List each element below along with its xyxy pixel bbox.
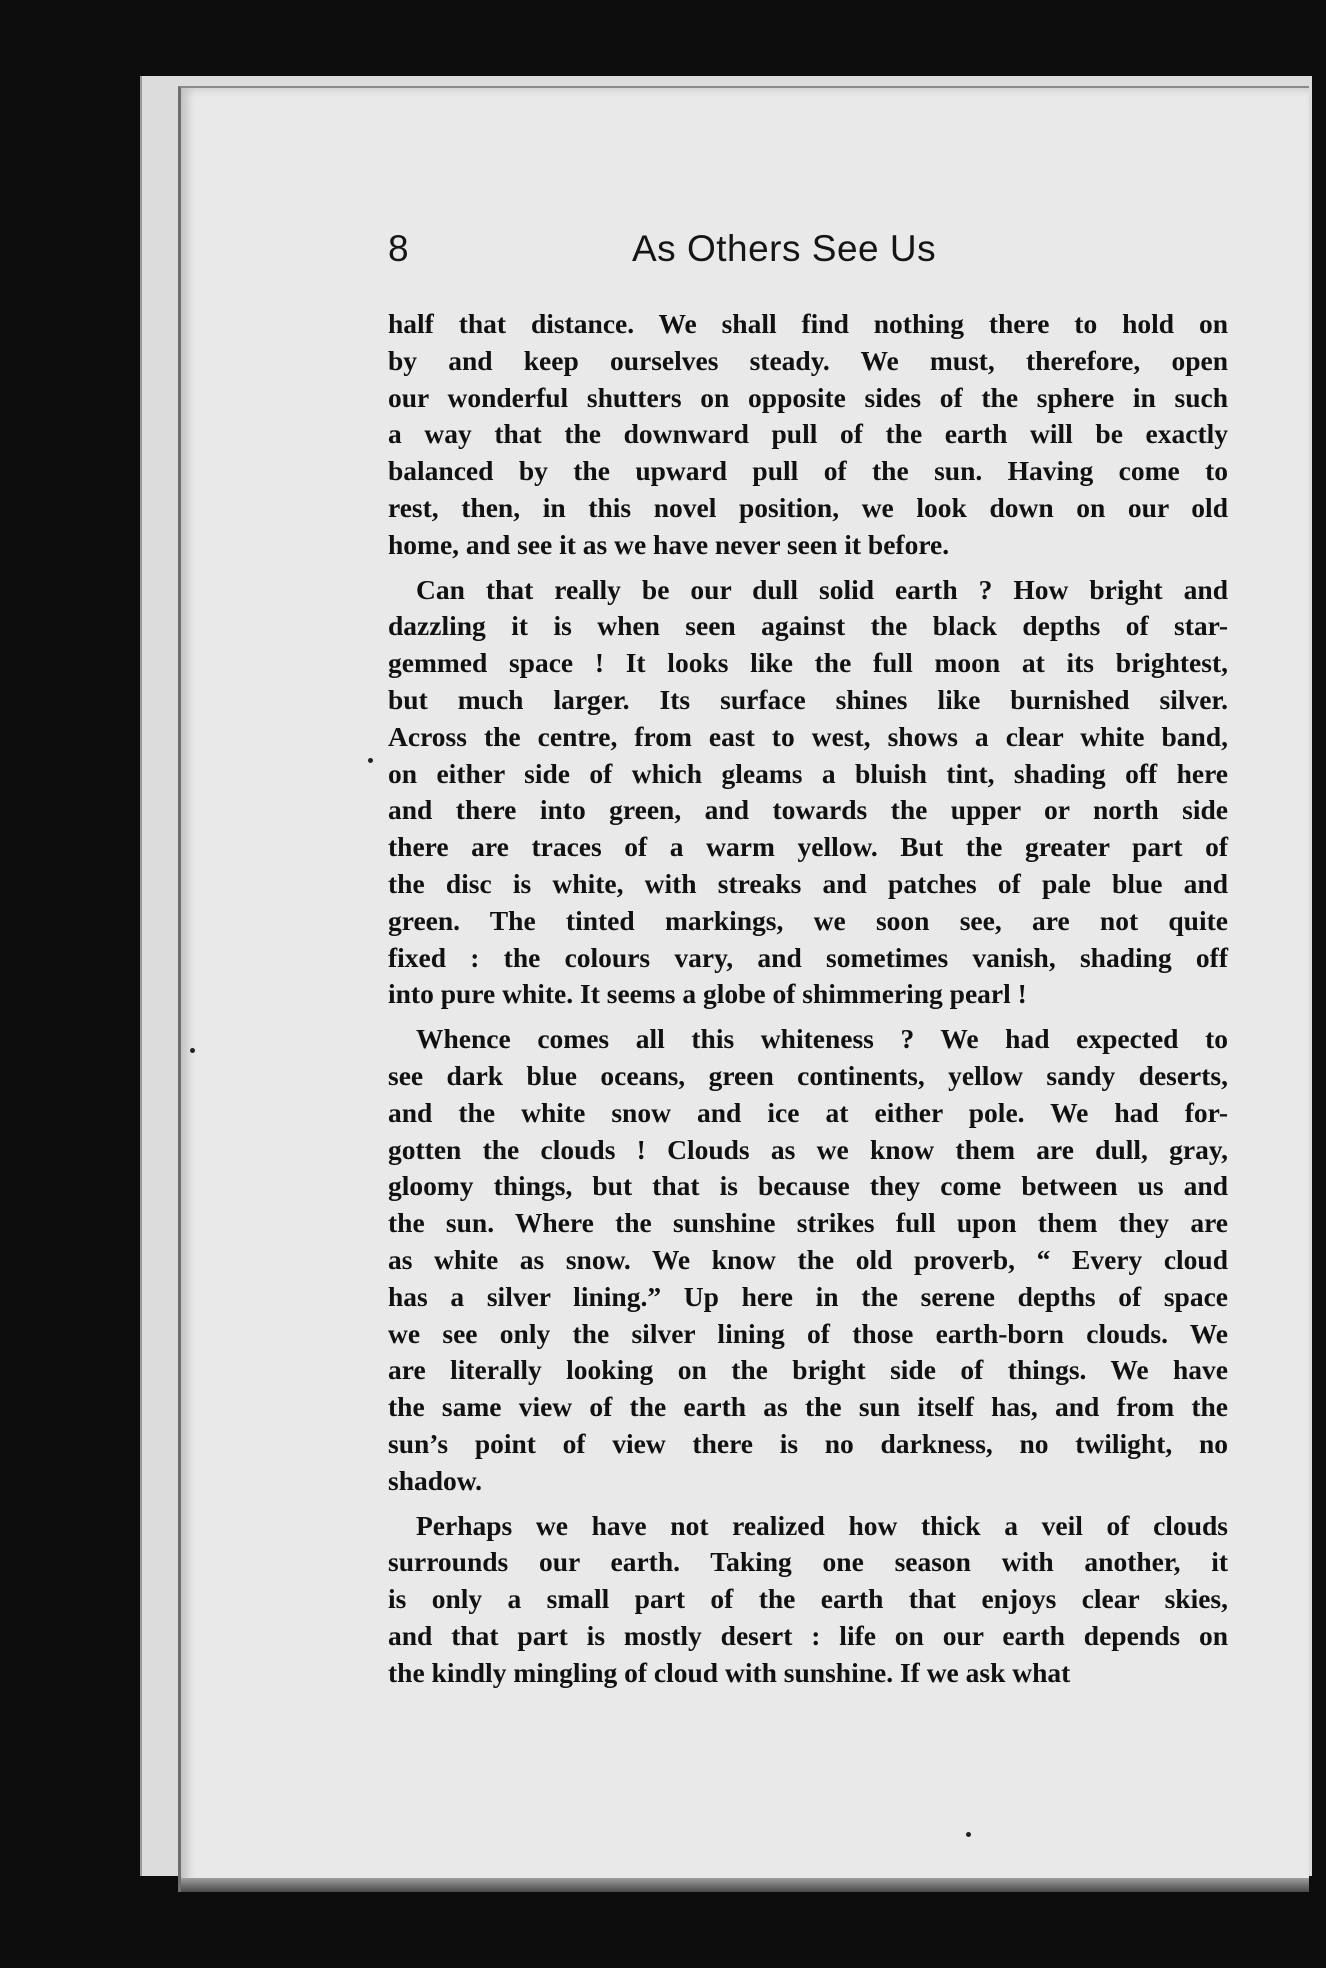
text-line: rest, then, in this novel position, we look down on our old bbox=[388, 491, 1228, 523]
text-line: the sun. Where the sunshine strikes full upon them they are bbox=[388, 1207, 1228, 1239]
running-title: As Others See Us bbox=[632, 228, 937, 269]
text-line: has a silver lining.” Up here in the serene depths of space bbox=[388, 1280, 1228, 1312]
text-line: Across the centre, from east to west, shows a clear white band, bbox=[388, 720, 1228, 752]
text-line: and that part is mostly desert : life on our earth depends on bbox=[388, 1619, 1228, 1651]
paragraph bbox=[388, 306, 1228, 564]
text-line: Can that really be our dull solid earth ? How bright and bbox=[416, 573, 1228, 605]
page-number: 8 bbox=[388, 228, 409, 269]
text-line: by and keep ourselves steady. We must, therefore, open bbox=[388, 344, 1228, 376]
text-line: there are traces of a warm yellow. But the greater part of bbox=[388, 831, 1228, 863]
text-line: are literally looking on the bright side of things. We have bbox=[388, 1354, 1228, 1386]
text-line: green. The tinted markings, we soon see, are not quite bbox=[388, 904, 1228, 936]
text-line: see dark blue oceans, green continents, yellow sandy deserts, bbox=[388, 1059, 1228, 1091]
text-line: the same view of the earth as the sun itself has, and from the bbox=[388, 1391, 1228, 1423]
scan-speck bbox=[190, 1048, 195, 1053]
text-line: home, and see it as we have never seen it before. bbox=[388, 528, 950, 560]
text-line: the disc is white, with streaks and patches of pale blue and bbox=[388, 867, 1228, 899]
text-line: gloomy things, but that is because they come between us and bbox=[388, 1170, 1228, 1202]
paragraph bbox=[388, 572, 1228, 1014]
text-line: and there into green, and towards the upper or north side bbox=[388, 794, 1228, 826]
paragraph bbox=[388, 1021, 1228, 1499]
text-line: into pure white. It seems a globe of shimmering pearl ! bbox=[388, 978, 1027, 1010]
text-line: gemmed space ! It looks like the full moon at its brightest, bbox=[388, 647, 1228, 679]
text-line: on either side of which gleams a bluish tint, shading off here bbox=[388, 757, 1228, 789]
text-line: Perhaps we have not realized how thick a veil of clouds bbox=[416, 1509, 1228, 1541]
text-line: is only a small part of the earth that enjoys clear skies, bbox=[388, 1583, 1228, 1615]
text-line: half that distance. We shall find nothing there to hold on bbox=[388, 308, 1228, 339]
text-line: balanced by the upward pull of the sun. Having come to bbox=[388, 455, 1228, 487]
text-line: fixed : the colours vary, and sometimes vanish, shading off bbox=[388, 941, 1228, 973]
text-line: surrounds our earth. Taking one season with another, it bbox=[388, 1546, 1228, 1578]
text-line: sun’s point of view there is no darkness, no twilight, no bbox=[388, 1427, 1228, 1459]
page-header bbox=[388, 228, 1228, 278]
text-line: gotten the clouds ! Clouds as we know them are dull, gray, bbox=[388, 1133, 1228, 1165]
text-line: dazzling it is when seen against the black depths of star- bbox=[388, 610, 1228, 642]
text-line: but much larger. Its surface shines like burnished silver. bbox=[388, 683, 1228, 715]
text-line: and the white snow and ice at either pole. We had for- bbox=[388, 1096, 1228, 1128]
scan-speck bbox=[368, 758, 373, 763]
text-line: shadow. bbox=[388, 1464, 483, 1496]
scan-speck bbox=[966, 1832, 971, 1837]
text-line: the kindly mingling of cloud with sunshine. If we ask what bbox=[388, 1656, 1071, 1688]
text-line: as white as snow. We know the old proverb, “ Every cloud bbox=[388, 1243, 1228, 1275]
text-line: Whence comes all this whiteness ? We had expected to bbox=[416, 1023, 1228, 1055]
text-line: our wonderful shutters on opposite sides of the sphere in such bbox=[388, 381, 1228, 413]
text-line: a way that the downward pull of the earth will be exactly bbox=[388, 418, 1228, 450]
paragraph bbox=[388, 1508, 1228, 1692]
body-text bbox=[388, 306, 1228, 1691]
text-line: we see only the silver lining of those earth-born clouds. We bbox=[388, 1317, 1228, 1349]
